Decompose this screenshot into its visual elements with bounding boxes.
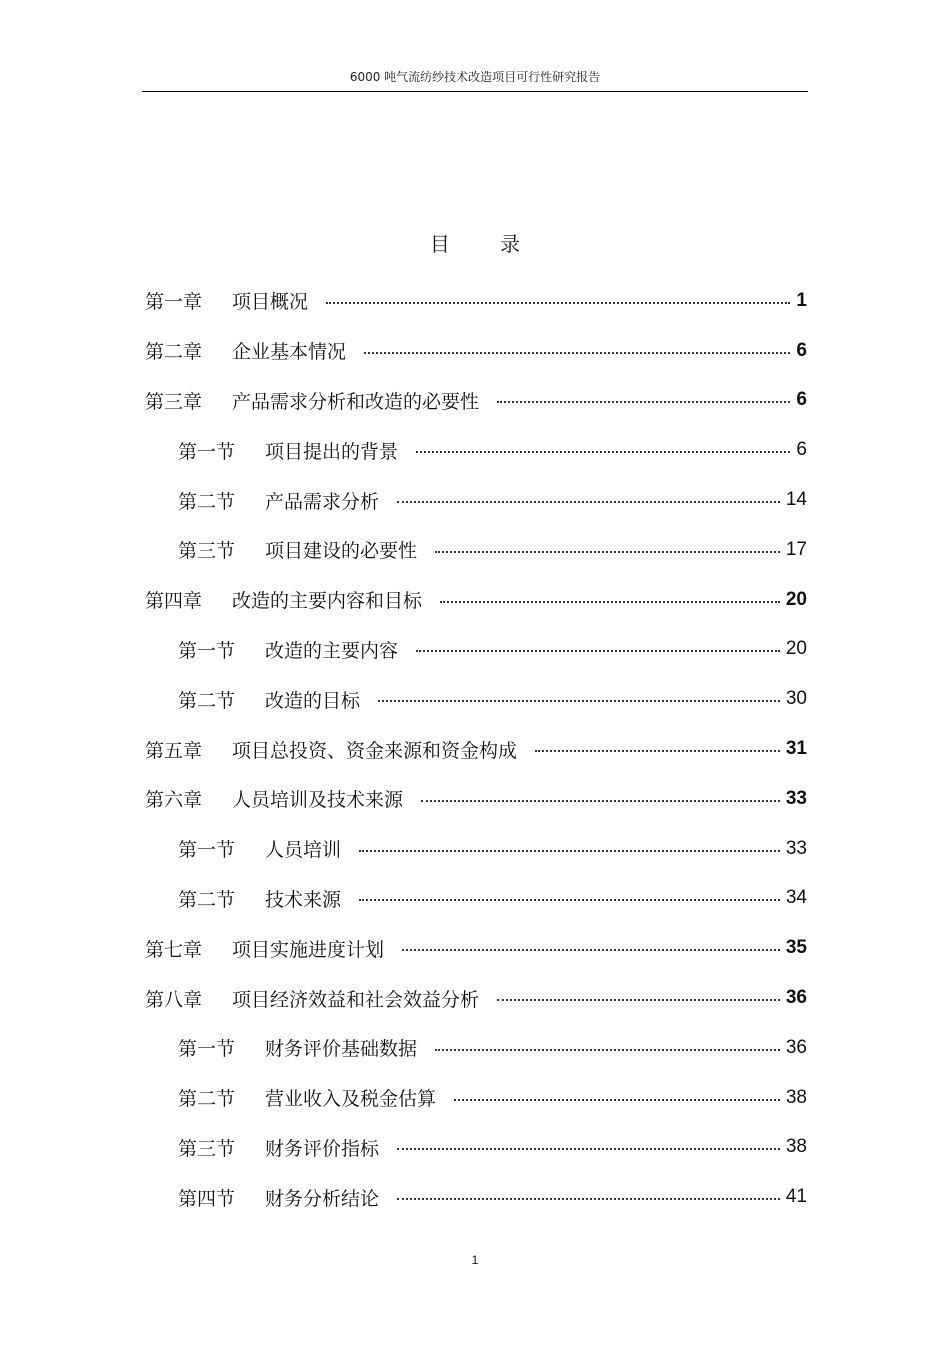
toc-entry-label: 第三节 <box>178 1137 236 1160</box>
toc-entry-page: 1 <box>796 289 807 311</box>
toc-entry-label: 第一节 <box>178 639 236 662</box>
toc-entry[interactable] <box>145 625 807 675</box>
toc-entry-title: 营业收入及税金估算 <box>265 1088 437 1111</box>
toc-entry[interactable] <box>145 824 807 874</box>
toc-entry-title: 项目实施进度计划 <box>232 938 385 961</box>
toc-entry-title: 企业基本情况 <box>232 341 347 364</box>
toc-entry-label: 第二章 <box>145 341 203 364</box>
toc-entry-label: 第四章 <box>145 590 203 613</box>
toc-entry-title: 改造的主要内容和目标 <box>232 590 423 613</box>
toc-dot-leader <box>402 949 780 951</box>
toc-entry-label: 第七章 <box>145 938 203 961</box>
toc-dot-leader <box>378 700 780 702</box>
toc-entry-label: 第四节 <box>178 1187 236 1210</box>
toc-dot-leader <box>397 501 780 503</box>
table-of-contents <box>145 276 807 1222</box>
toc-entry[interactable] <box>145 923 807 973</box>
toc-entry-label: 第二节 <box>178 490 236 513</box>
toc-entry-title: 项目经济效益和社会效益分析 <box>232 988 480 1011</box>
toc-dot-leader <box>454 1099 780 1101</box>
toc-entry-page: 34 <box>785 887 807 909</box>
toc-entry-title: 技术来源 <box>265 888 342 911</box>
toc-dot-leader <box>359 899 780 901</box>
toc-entry-label: 第一节 <box>178 1038 236 1061</box>
toc-entry-label: 第一节 <box>178 839 236 862</box>
toc-entry-label: 第二节 <box>178 689 236 712</box>
toc-dot-leader <box>416 650 780 652</box>
toc-dot-leader <box>440 601 780 603</box>
toc-entry-title: 项目概况 <box>232 291 309 314</box>
toc-entry[interactable] <box>145 376 807 426</box>
toc-entry-title: 人员培训 <box>265 839 342 862</box>
toc-entry-title: 财务分析结论 <box>265 1187 380 1210</box>
toc-entry-page: 36 <box>785 1036 807 1058</box>
toc-entry[interactable] <box>145 525 807 575</box>
toc-entry[interactable] <box>145 575 807 625</box>
toc-entry-page: 20 <box>785 588 807 610</box>
header-divider <box>142 91 808 92</box>
toc-entry-label: 第一章 <box>145 291 203 314</box>
toc-dot-leader <box>359 850 780 852</box>
toc-entry-title: 改造的主要内容 <box>265 639 399 662</box>
toc-dot-leader <box>326 302 790 304</box>
toc-entry[interactable] <box>145 724 807 774</box>
toc-entry-label: 第一节 <box>178 440 236 463</box>
toc-entry-page: 38 <box>785 1136 807 1158</box>
toc-entry[interactable] <box>145 1073 807 1123</box>
toc-dot-leader <box>497 401 790 403</box>
page-number: 1 <box>471 1253 479 1267</box>
toc-entry-page: 6 <box>796 439 807 461</box>
toc-entry-page: 17 <box>785 538 807 560</box>
toc-entry-label: 第六章 <box>145 789 203 812</box>
toc-entry[interactable] <box>145 1172 807 1222</box>
toc-entry-title: 财务评价指标 <box>265 1137 380 1160</box>
toc-entry[interactable] <box>145 874 807 924</box>
toc-dot-leader <box>421 800 780 802</box>
toc-entry-title: 产品需求分析和改造的必要性 <box>232 390 480 413</box>
toc-entry-page: 14 <box>785 489 807 511</box>
toc-entry-page: 41 <box>785 1186 807 1208</box>
running-header: 6000 吨气流纺纱技术改造项目可行性研究报告 <box>349 70 601 84</box>
toc-entry-page: 38 <box>785 1086 807 1108</box>
toc-entry[interactable] <box>145 1023 807 1073</box>
toc-dot-leader <box>535 750 780 752</box>
toc-dot-leader <box>435 1049 780 1051</box>
toc-entry[interactable] <box>145 774 807 824</box>
toc-title: 目 录 <box>429 232 543 256</box>
toc-entry-title: 产品需求分析 <box>265 490 380 513</box>
toc-dot-leader <box>397 1148 780 1150</box>
toc-entry-label: 第三节 <box>178 540 236 563</box>
toc-entry-label: 第二节 <box>178 1088 236 1111</box>
toc-entry-label: 第八章 <box>145 988 203 1011</box>
toc-entry[interactable] <box>145 1123 807 1173</box>
toc-entry-title: 改造的目标 <box>265 689 361 712</box>
toc-entry-page: 33 <box>785 787 807 809</box>
toc-dot-leader <box>397 1198 780 1200</box>
toc-entry-page: 6 <box>796 389 807 411</box>
toc-dot-leader <box>497 999 780 1001</box>
toc-entry[interactable] <box>145 276 807 326</box>
toc-entry-page: 36 <box>785 987 807 1009</box>
toc-dot-leader <box>364 352 790 354</box>
toc-entry-title: 项目建设的必要性 <box>265 540 418 563</box>
toc-entry-title: 人员培训及技术来源 <box>232 789 404 812</box>
toc-entry-label: 第二节 <box>178 888 236 911</box>
toc-entry[interactable] <box>145 973 807 1023</box>
toc-entry-page: 20 <box>785 638 807 660</box>
toc-entry[interactable] <box>145 425 807 475</box>
toc-entry-page: 35 <box>785 937 807 959</box>
toc-entry-page: 6 <box>796 339 807 361</box>
toc-entry-label: 第三章 <box>145 390 203 413</box>
toc-entry-page: 31 <box>785 738 807 760</box>
toc-entry-page: 30 <box>785 688 807 710</box>
toc-dot-leader <box>435 551 780 553</box>
toc-entry-label: 第五章 <box>145 739 203 762</box>
toc-entry-title: 项目总投资、资金来源和资金构成 <box>232 739 518 762</box>
toc-entry[interactable] <box>145 475 807 525</box>
toc-entry-page: 33 <box>785 837 807 859</box>
toc-entry-title: 项目提出的背景 <box>265 440 399 463</box>
toc-entry[interactable] <box>145 674 807 724</box>
toc-entry-title: 财务评价基础数据 <box>265 1038 418 1061</box>
toc-entry[interactable] <box>145 326 807 376</box>
toc-dot-leader <box>416 451 790 453</box>
